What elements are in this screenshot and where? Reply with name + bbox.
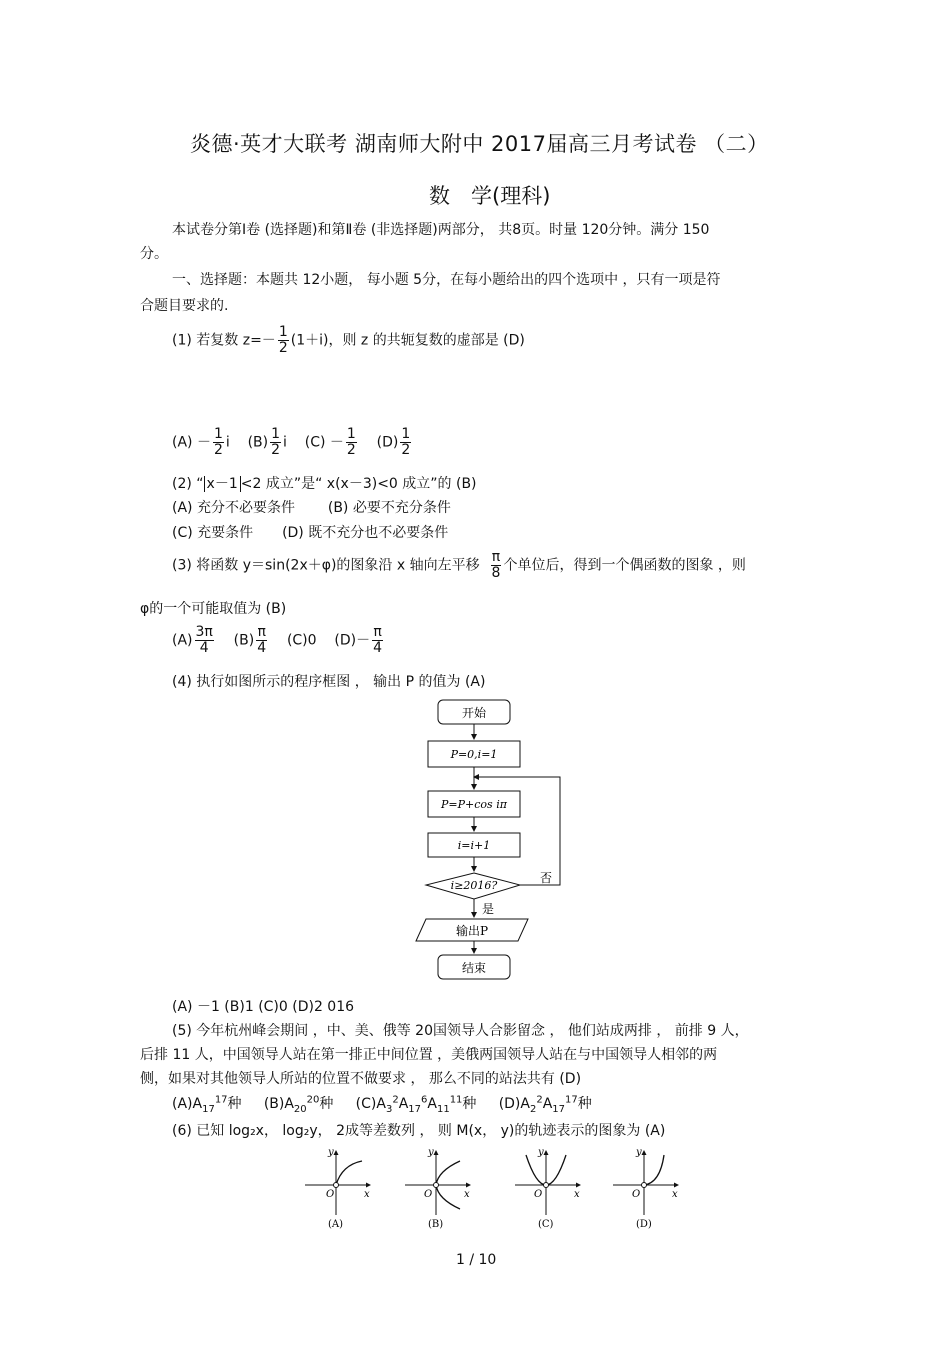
- q1-option-b-suffix: i: [283, 434, 287, 451]
- exam-title: 炎德·英才大联考 湖南师大附中 2017届高三月考试卷 （二）: [190, 132, 769, 156]
- q1-option-d-frac: [400, 427, 411, 458]
- question-5-line-1: (5) 今年杭州峰会期间 ，中、美、俄等 20国领导人合影留念 ， 他们站成两排 ， 前排 9 人，: [172, 1023, 749, 1039]
- question-3-stem-2: φ的一个可能取值为 (B): [140, 601, 287, 617]
- q3-stem-part-a: (3) 将函数 y＝sin(2x＋φ)的图象沿 x 轴向左平移: [172, 557, 480, 574]
- axis-y-label: y: [538, 1147, 544, 1158]
- q1-option-a: (A) －: [172, 434, 211, 451]
- frac-num: 1: [271, 426, 281, 442]
- q1-option-a-suffix: i: [225, 434, 230, 451]
- question-5-line-3: 侧，如果对其他领导人所站的位置不做要求 ， 那么不同的站法共有 (D): [140, 1071, 582, 1087]
- q3-option-d-frac: [372, 625, 383, 656]
- graph-option-d: [613, 1147, 678, 1230]
- exam-subtitle: 数 学(理科): [429, 184, 551, 208]
- question-2-options-ab: [172, 497, 451, 517]
- subscript: 2: [529, 1103, 537, 1115]
- q1-stem-part-a: (1) 若复数 z=－: [172, 332, 276, 349]
- subscript: 3: [385, 1103, 393, 1115]
- q3-fraction: [491, 550, 502, 581]
- q3-option-a: (A): [172, 632, 193, 649]
- intro-line-2: 分。: [140, 246, 168, 262]
- question-4-stem: (4) 执行如图所示的程序框图 ， 输出 P 的值为 (A): [172, 674, 486, 690]
- q2-absolute-value: x－1: [204, 476, 241, 492]
- question-1-options: [172, 427, 413, 458]
- q2-stem-part-a: (2) “: [172, 476, 204, 492]
- q5-option-c: (C)A: [355, 1096, 386, 1112]
- graph-option-b: [405, 1147, 470, 1230]
- question-4-options: (A) －1 (B)1 (C)0 (D)2 016: [172, 999, 355, 1015]
- origin-label: O: [534, 1189, 543, 1200]
- q3-option-b: (B): [233, 632, 255, 649]
- q5-option-b: (B)A: [263, 1096, 294, 1112]
- frac-num: π: [257, 624, 266, 640]
- superscript: 11: [449, 1094, 463, 1106]
- q1-frac-num: 1: [278, 324, 288, 340]
- q1-option-c: (C) －: [304, 434, 344, 451]
- q1-option-b: (B): [247, 434, 269, 451]
- graph-c-label: (C): [538, 1219, 554, 1230]
- superscript: 2: [392, 1094, 399, 1106]
- question-3-stem: [172, 550, 746, 581]
- axis-x-label: x: [464, 1189, 470, 1200]
- graph-b-label: (B): [428, 1219, 444, 1230]
- superscript: 17: [565, 1094, 578, 1106]
- superscript: 6: [421, 1094, 428, 1106]
- subscript: 17: [408, 1103, 421, 1115]
- program-flowchart: [410, 695, 570, 985]
- q1-fraction: [278, 325, 289, 356]
- frac-den: 2: [401, 442, 411, 458]
- flow-update-text: P=P+cos iπ: [441, 798, 507, 811]
- frac-num: 3π: [195, 624, 213, 640]
- q3-option-a-frac: [195, 625, 214, 656]
- letter-a: A: [542, 1096, 553, 1112]
- q3-option-b-frac: [256, 625, 267, 656]
- frac-num: π: [373, 624, 382, 640]
- intro-line-1: 本试卷分第Ⅰ卷 (选择题)和第Ⅱ卷 (非选择题)两部分， 共8页。时量 120分钟。满分 150: [172, 222, 710, 238]
- flow-yes-label: 是: [482, 902, 495, 916]
- page-number: 1 / 10: [456, 1252, 497, 1268]
- q2-option-b: (B) 必要不充分条件: [327, 500, 451, 516]
- q5-option-a: (A)A: [172, 1096, 203, 1112]
- frac-den: 4: [257, 640, 267, 656]
- axis-x-label: x: [672, 1189, 678, 1200]
- q5-option-d: (D)A: [498, 1096, 530, 1112]
- letter-a: A: [427, 1096, 437, 1112]
- section-instructions-2: 合题目要求的.: [140, 298, 229, 314]
- frac-den: 2: [346, 442, 356, 458]
- question-2-options-cd: [172, 522, 448, 542]
- axis-x-label: x: [364, 1189, 370, 1200]
- flow-end-text: 结束: [461, 961, 487, 975]
- question-3-options: [172, 625, 385, 656]
- origin-label: O: [424, 1189, 433, 1200]
- graph-a-label: (A): [328, 1219, 344, 1230]
- q1-stem-part-b: (1＋i)，则 z 的共轭复数的虚部是 (D): [290, 332, 525, 349]
- origin-label: O: [326, 1189, 335, 1200]
- frac-num: 1: [346, 426, 356, 442]
- flow-no-label: 否: [540, 871, 553, 885]
- subscript: 17: [202, 1103, 215, 1115]
- flow-init-text: P=0,i=1: [450, 748, 498, 761]
- graph-option-c: [515, 1147, 580, 1230]
- q1-option-c-frac: [346, 427, 357, 458]
- q2-option-c: (C) 充要条件: [172, 525, 254, 541]
- q3-stem-part-b: 个单位后，得到一个偶函数的图象 ，则: [503, 557, 746, 574]
- section-instructions-1: 一、选择题：本题共 12小题， 每小题 5分，在每小题给出的四个选项中 ，只有一项是符: [172, 272, 721, 288]
- unit-kind: 种: [462, 1096, 477, 1112]
- superscript: 2: [536, 1094, 543, 1106]
- question-6-stem: (6) 已知 log₂x， log₂y， 2成等差数列 ， 则 M(x， y)的轨迹表示的图象为 (A): [172, 1123, 666, 1139]
- frac-num: 1: [213, 426, 223, 442]
- q1-option-b-frac: [270, 427, 281, 458]
- q3-option-c: (C)0: [286, 632, 317, 649]
- frac-den: 2: [271, 442, 281, 458]
- subscript: 20: [293, 1103, 307, 1115]
- frac-num: 1: [401, 426, 411, 442]
- frac-den: 4: [199, 640, 209, 656]
- frac-den: 2: [213, 442, 223, 458]
- unit-kind: 种: [319, 1096, 334, 1112]
- flow-start-text: 开始: [461, 706, 487, 720]
- unit-kind: 种: [577, 1096, 592, 1112]
- question-5-line-2: 后排 11 人，中国领导人站在第一排正中间位置 ，美俄两国领导人站在与中国领导人相邻的两: [140, 1047, 718, 1063]
- origin-label: O: [632, 1189, 641, 1200]
- superscript: 17: [214, 1094, 228, 1106]
- flow-condition-text: i≥2016?: [450, 879, 498, 892]
- q2-stem-part-b: <2 成立”是“ x(x－3)<0 成立”的 (B): [240, 476, 477, 492]
- flow-increment-text: i=i+1: [457, 839, 491, 852]
- axis-x-label: x: [574, 1189, 580, 1200]
- q6-graph-options: [300, 1145, 690, 1235]
- frac-num: π: [491, 549, 501, 565]
- question-5-options: [172, 1093, 592, 1115]
- subscript: 17: [552, 1103, 566, 1115]
- q1-frac-den: 2: [278, 340, 288, 356]
- question-2-stem: [172, 473, 477, 493]
- q3-option-d: (D)－: [334, 632, 371, 649]
- subscript: 11: [436, 1103, 450, 1115]
- q2-option-d: (D) 既不充分也不必要条件: [282, 525, 449, 541]
- frac-den: 8: [491, 565, 501, 581]
- q2-option-a: (A) 充分不必要条件: [172, 500, 295, 516]
- q1-option-d: (D): [376, 434, 399, 451]
- question-1-stem: [172, 325, 525, 356]
- unit-kind: 种: [227, 1096, 242, 1112]
- superscript: 20: [306, 1094, 320, 1106]
- graph-d-label: (D): [636, 1219, 652, 1230]
- axis-y-label: y: [636, 1147, 642, 1158]
- letter-a: A: [398, 1096, 409, 1112]
- axis-y-label: y: [428, 1147, 434, 1158]
- graph-option-a: [305, 1147, 370, 1230]
- flow-output-text: 输出P: [455, 924, 489, 938]
- axis-y-label: y: [328, 1147, 334, 1158]
- frac-den: 4: [373, 640, 382, 656]
- q1-option-a-frac: [213, 427, 224, 458]
